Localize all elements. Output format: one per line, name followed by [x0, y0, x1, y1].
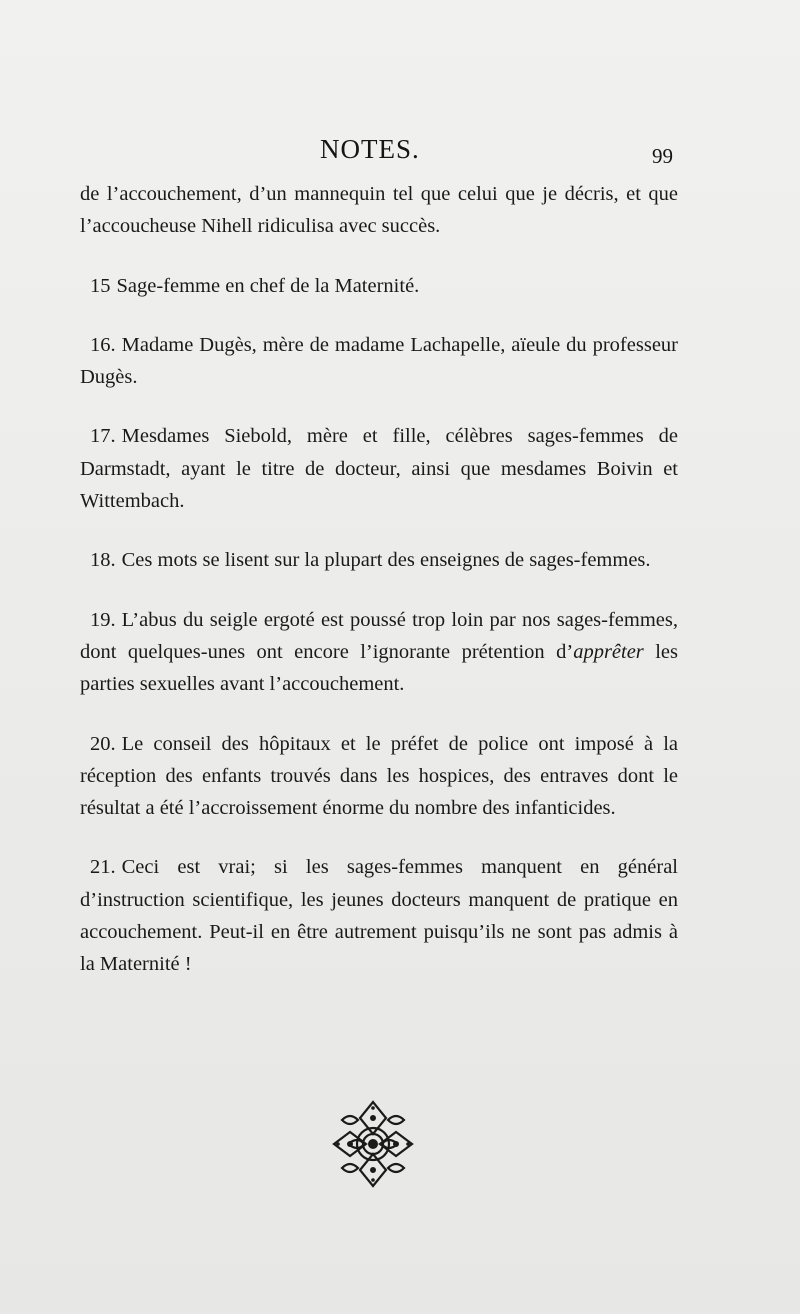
continuation-paragraph: de l’accouchement, d’un mannequin tel que celui que je décris, et que l’accoucheuse Nihell ridiculisa avec succès.	[80, 183, 678, 238]
note-text-end: les parties sexuelles avant l’accouchement.	[80, 640, 678, 696]
note-text: Ceci est vrai; si les sages-femmes manquent en général d’instruction scientifique, les jeunes docteurs manquent de pratique en accouchement. Peut-il en être autrement puisqu’ils ne sont pas admis à la Maternité !	[80, 856, 678, 976]
note-17	[80, 420, 678, 517]
note-text: Sage-femme en chef de la Maternité.	[116, 274, 420, 297]
note-21	[80, 851, 678, 980]
note-text: Le conseil des hôpitaux et le préfet de police ont imposé à la réception des enfants trouvés dans les hospices, des entraves dont le résultat a été l’accroissement énorme du nombre des infanticides.	[80, 732, 678, 820]
note-text: Madame Dugès, mère de madame Lachapelle, aïeule du professeur Dugès.	[80, 333, 678, 389]
fleuron-svg	[328, 1098, 418, 1190]
note-19	[80, 604, 678, 701]
page-header	[0, 132, 800, 172]
note-number: 17.	[90, 425, 116, 448]
note-number: 20.	[90, 732, 116, 755]
running-title: NOTES.	[320, 134, 420, 164]
note-number: 21.	[90, 856, 116, 879]
note-number: 18.	[90, 549, 116, 572]
note-number: 16.	[90, 333, 116, 356]
note-20	[80, 728, 678, 825]
note-emphasis: apprêter	[573, 640, 644, 663]
note-15	[80, 270, 678, 302]
fleuron-icon	[328, 1098, 418, 1190]
note-number: 15	[90, 274, 111, 297]
note-number: 19.	[90, 608, 116, 631]
note-text: L’abus du seigle ergoté est poussé trop loin par nos sages-femmes, dont quelques-unes ont encore l’ignorante prétention d’	[80, 608, 678, 663]
page-number: 99	[652, 144, 673, 168]
note-text: Ces mots se lisent sur la plupart des enseignes de sages-femmes.	[121, 549, 651, 572]
notes-body	[80, 178, 678, 981]
note-text: Mesdames Siebold, mère et fille, célèbres sages-femmes de Darmstadt, ayant le titre de docteur, ainsi que mesdames Boivin et Wittembach.	[80, 425, 678, 513]
note-16	[80, 329, 678, 394]
note-18	[80, 544, 678, 576]
